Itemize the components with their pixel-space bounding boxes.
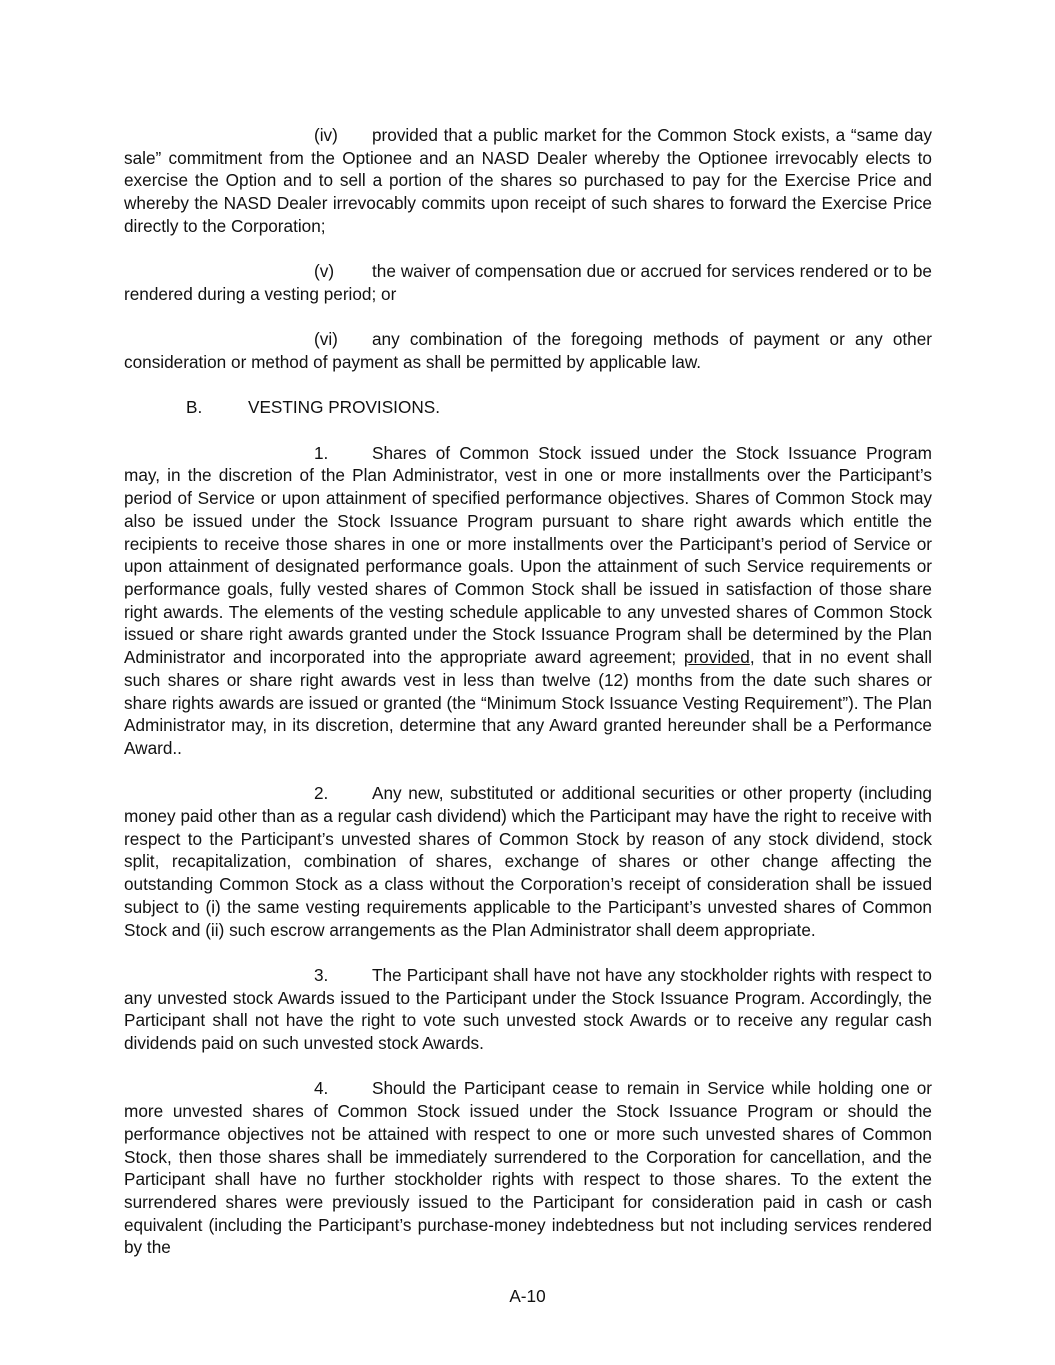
section-letter: B. <box>186 397 203 418</box>
underlined-term: provided <box>683 647 750 668</box>
page-number: A-10 <box>509 1286 546 1306</box>
vesting-paragraph-2 <box>124 782 932 941</box>
paragraph-text-continued: , that in no event shall such shares or share right awards vest in less than twelve (12) months from the date such shares or share rights awards are issued or granted (the “Minimum Stock Issuance Vesting Requirement”). The Plan Administrator may, in its discretion, determine that any Award granted hereunder shall be a Performance Award.. <box>124 647 932 758</box>
paragraph-text: Any new, substituted or additional securities or other property (including money paid other than as a regular cash dividend) which the Participant may have the right to receive with respect to the Participant’s unvested shares of Common Stock by reason of any stock dividend, stock split, recapitalization, combination of shares, exchange of shares or other change affecting the outstanding Common Stock as a class without the Corporation’s receipt of consideration shall be issued subject to (i) the same vesting requirements applicable to the Participant’s unvested shares of Common Stock and (ii) such escrow arrangements as the Plan Administrator shall deem appropriate. <box>124 783 932 940</box>
vesting-paragraph-1 <box>124 442 932 760</box>
vesting-paragraph-4 <box>124 1077 932 1259</box>
paragraph-number: 2. <box>314 783 329 804</box>
payment-item-numeral: (vi) <box>314 329 338 350</box>
payment-item-text: provided that a public market for the Common Stock exists, a “same day sale” commitment from the Optionee and an NASD Dealer whereby the Optionee irrevocably elects to exercise the Option and to sell a portion of the shares so purchased to pay for the Exercise Price and whereby the NASD Dealer irrevocably commits upon receipt of such shares to forward the Exercise Price directly to the Corporation; <box>124 125 932 236</box>
payment-item-vi <box>124 328 932 373</box>
payment-item-iv <box>124 124 932 238</box>
paragraph-text: Should the Participant cease to remain in Service while holding one or more unvested shares of Common Stock issued under the Stock Issuance Program or should the performance objectives not be attained with respect to one or more such unvested shares of Common Stock, then those shares shall be immediately surrendered to the Corporation for cancellation, and the Participant shall have no further stockholder rights with respect to those shares. To the extent the surrendered shares were previously issued to the Participant for consideration paid in cash or cash equivalent (including the Participant’s purchase-money indebtedness but not including services rendered by the <box>124 1078 932 1258</box>
payment-item-text: the waiver of compensation due or accrued for services rendered or to be rendered during a vesting period; or <box>124 261 932 304</box>
section-title: VESTING PROVISIONS. <box>248 397 440 418</box>
paragraph-number: 1. <box>314 442 329 463</box>
vesting-paragraph-3 <box>124 964 932 1055</box>
section-heading-b <box>186 396 932 419</box>
paragraph-number: 3. <box>314 964 329 985</box>
payment-item-v <box>124 260 932 305</box>
paragraph-number: 4. <box>314 1078 329 1099</box>
document-page <box>124 124 932 1282</box>
payment-item-numeral: (iv) <box>314 125 338 145</box>
payment-item-numeral: (v) <box>314 261 335 282</box>
payment-item-text: any combination of the foregoing methods of payment or any other consideration or method of payment as shall be permitted by applicable law. <box>124 329 932 372</box>
paragraph-text: Shares of Common Stock issued under the Stock Issuance Program may, in the discretion of the Plan Administrator, vest in one or more installments over the Participant’s period of Service or upon attainment of specified performance objectives. Shares of Common Stock may also be issued under the Stock Issuance Program pursuant to share right awards which entitle the recipients to receive those shares in one or more installments over the Participant’s period of Service or upon attainment of designated performance goals. Upon the attainment of such Service requirements or performance goals, fully vested shares of Common Stock shall be issued in satisfaction of those share right awards. The elements of the vesting schedule applicable to any unvested shares of Common Stock issued or share right awards granted under the Stock Issuance Program shall be determined by the Plan Administrator and incorporated into the appropriate award agreement; <box>124 442 932 668</box>
paragraph-text: The Participant shall have not have any stockholder rights with respect to any unvested stock Awards issued to the Participant under the Stock Issuance Program. Accordingly, the Participant shall not have the right to vote such unvested stock Awards or to receive any regular cash dividends paid on such unvested stock Awards. <box>124 964 932 1054</box>
